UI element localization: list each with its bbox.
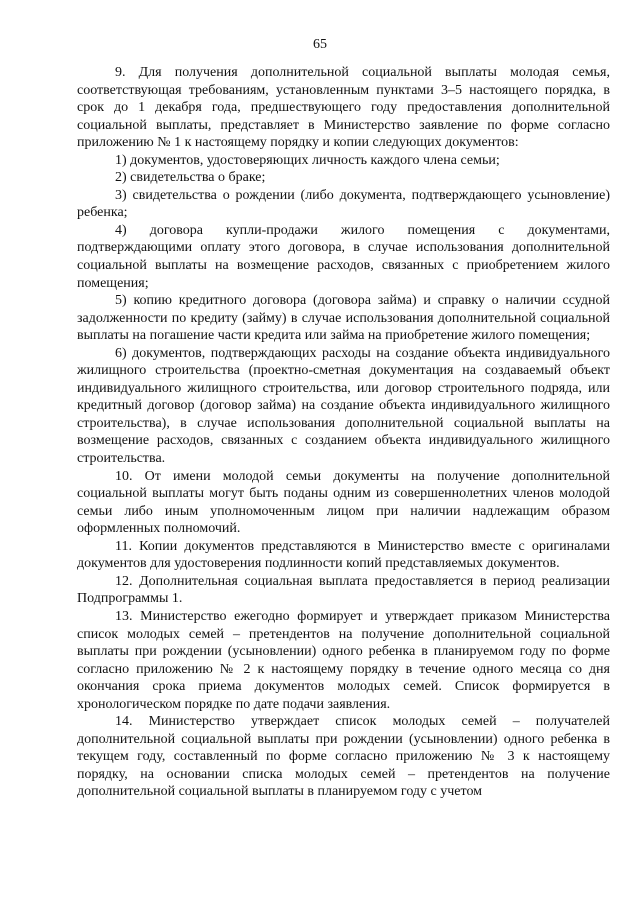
paragraph-item-13: 13. Министерство ежегодно формирует и утверждает приказом Министерства список молодых семей – претендентов на получение дополнительной социальной выплаты при рождении (усыновлении) одного ребенка в планируемом году по форме согласно приложению № 2 к настоящему порядку в течение одного месяца со дня окончания срока приема документов молодых семей. Список формируется в хронологическом порядке по дате подачи заявления. [77,608,610,712]
list-item-6: 6) документов, подтверждающих расходы на создание объекта индивидуального жилищного строительства (проектно-сметная документация на создаваемый объект индивидуального жилищного строительства, или договор строительного подряда, или кредитный договор (договор займа) на создание объекта индивидуального жилищного строительства), в случае использования дополнительной социальной выплаты на возмещение расходов, связанных с созданием объекта индивидуального жилищного строительства. [77,345,610,467]
page-number: 65 [313,37,327,52]
paragraph-item-10: 10. От имени молодой семьи документы на получение дополнительной социальной выплаты могут быть поданы одним из совершеннолетних членов молодой семьи либо иным уполномоченным лицом при наличии надлежащим образом оформленных полномочий. [77,468,610,537]
paragraph-item-11: 11. Копии документов представляются в Министерство вместе с оригиналами документов для удостоверения подлинности копий представляемых документов. [77,538,610,572]
list-item-2: 2) свидетельства о браке; [115,170,266,186]
list-item-3: 3) свидетельства о рождении (либо документа, подтверждающего усыновление) ребенка; [77,187,610,221]
list-item-4: 4) договора купли-продажи жилого помещения с документами, подтверждающими оплату этого договора, в случае использования дополнительной социальной выплаты на возмещение расходов, связанных с приобретением жилого помещения; [77,222,610,291]
list-item-1: 1) документов, удостоверяющих личность каждого члена семьи; [115,152,500,168]
paragraph-item-14: 14. Министерство утверждает список молодых семей – получателей дополнительной социальной выплаты при рождении (усыновлении) одного ребенка в текущем году, составленный по форме согласно приложению № 3 к настоящему порядку, на основании списка молодых семей – претендентов на получение дополнительной социальной выплаты в планируемом году с учетом [77,714,610,800]
paragraph-item-12: 12. Дополнительная социальная выплата предоставляется в период реализации Подпрограммы 1. [77,573,610,607]
document-body [77,64,610,801]
paragraph-item-9: 9. Для получения дополнительной социальной выплаты молодая семья, соответствующая требованиям, установленным пунктами 3–5 настоящего порядка, в срок до 1 декабря года, предшествующего году предоставления дополнительной социальной выплаты, представляет в Министерство заявление по форме согласно приложению № 1 к настоящему порядку и копии следующих документов: [77,65,610,151]
list-item-5: 5) копию кредитного договора (договора займа) и справку о наличии ссудной задолженности по кредиту (займу) в случае использования дополнительной социальной выплаты на погашение части кредита или займа на приобретение жилого помещения; [77,293,610,344]
